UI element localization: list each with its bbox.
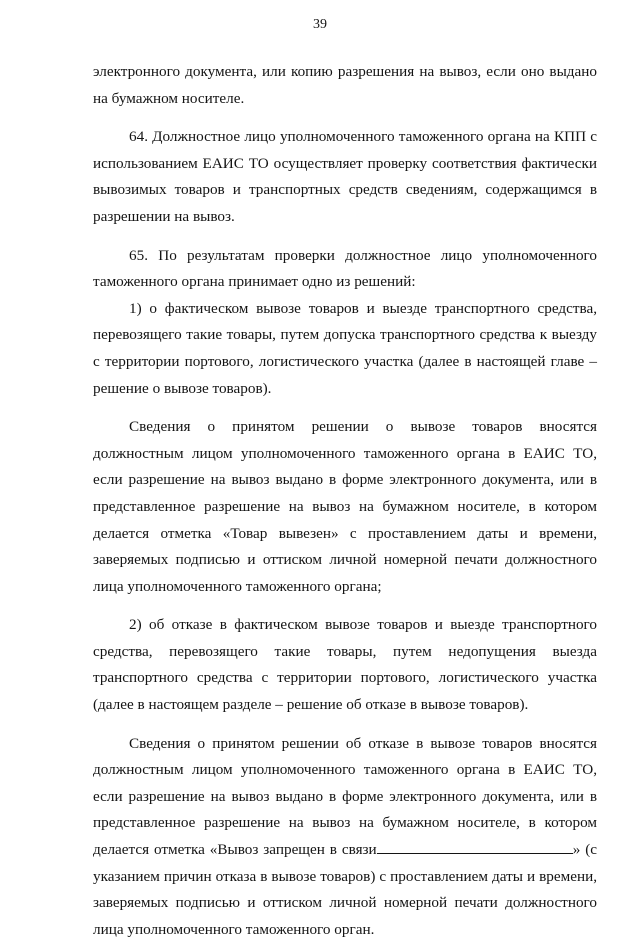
paragraph-refusal-info [93,731,597,943]
refusal-text-before: Сведения о принятом решении об отказе в вывозе товаров вносятся должностным лицом уполномоченного таможенного органа в ЕАИС ТО, если разрешение на вывоз выдано в форме электронного документа, или в представленное разрешение на вывоз на бумажном носителе, в котором делается отметка «Вывоз запрещен в связи [93,734,597,859]
paragraph-65: 65. По результатам проверки должностное лицо уполномоченного таможенного органа принимает одно из решений: [93,246,597,291]
paragraph-item-2: 2) об отказе в фактическом вывозе товаров и выезде транспортного средства, перевозящего такие товары, путем недопущения выезда транспортного средства с территории портового, логистического участка (далее в настоящем разделе – решение об отказе в вывозе товаров). [93,616,597,714]
reason-blank-line [377,841,573,854]
paragraph-item-1: 1) о фактическом вывозе товаров и выезде транспортного средства, перевозящего такие товары, путем допуска транспортного средства к выезду с территории портового, логистического участка (далее в настоящей главе – решение о вывозе товаров). [93,299,597,397]
page-number: 39 [313,17,327,32]
refusal-text-after: » (с указанием причин отказа в вывозе товаров) с проставлением даты и времени, заверяемых подписью и оттиском личной номерной печати должностного лица уполномоченного таможенного орган. [93,841,597,938]
paragraph-continuation: электронного документа, или копию разрешения на вывоз, если оно выдано на бумажном носителе. [93,63,597,107]
paragraph-64: 64. Должностное лицо уполномоченного таможенного органа на КПП с использованием ЕАИС ТО осуществляет проверку соответствия фактически вывозимых товаров и транспортных средств сведениям, содержащимся в разрешении на вывоз. [93,128,597,225]
document-body [93,59,597,943]
paragraph-release-info: Сведения о принятом решении о вывозе товаров вносятся должностным лицом уполномоченного таможенного органа в ЕАИС ТО, если разрешение на вывоз выдано в форме электронного документа, или в представленное разрешение на вывоз на бумажном носителе, в котором делается отметка «Товар вывезен» с проставлением даты и времени, заверяемых подписью и оттиском личной номерной печати должностного лица уполномоченного таможенного органа; [93,418,597,595]
